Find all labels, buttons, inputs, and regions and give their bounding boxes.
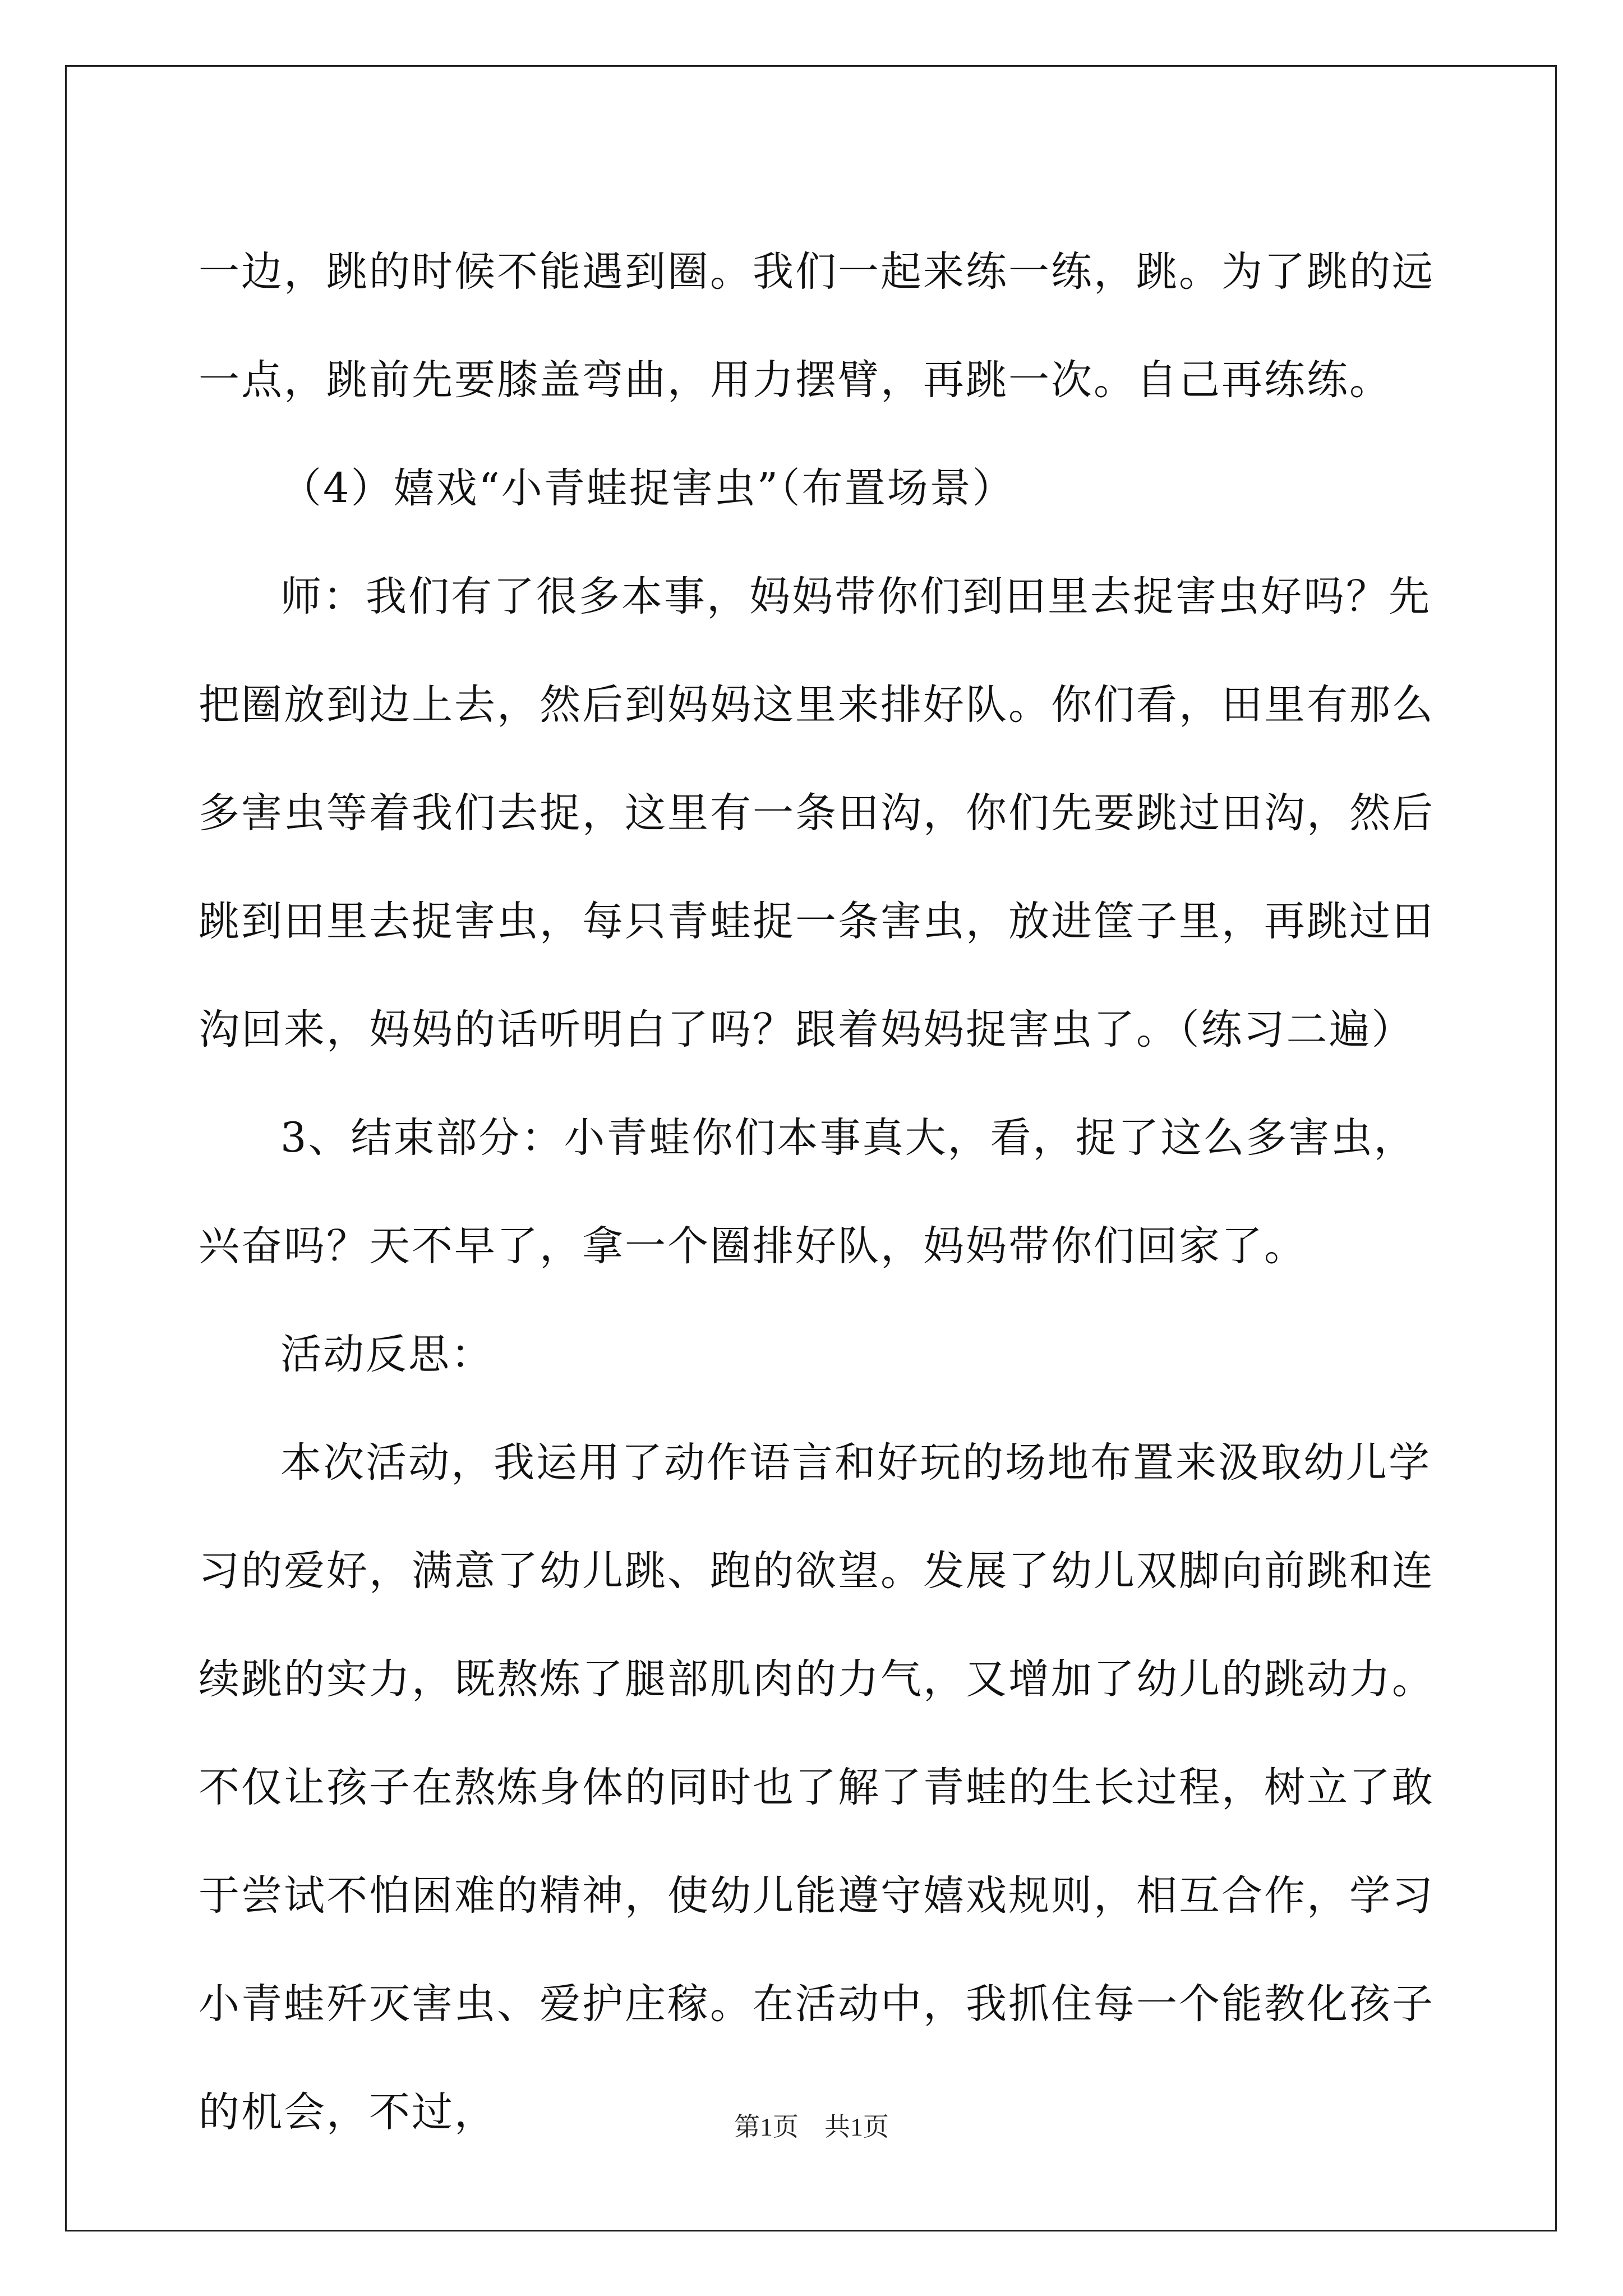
paragraph-continuation: 一边，跳的时候不能遇到圈。我们一起来练一练，跳。为了跳的远一点，跳前先要膝盖弯曲，用力摆臂，再跳一次。自己再练练。 [199,248,1435,404]
page-number-footer: 第1页 共1页 [734,2113,889,2141]
paragraph-reflection-body: 本次活动，我运用了动作语言和好玩的场地布置来汲取幼儿学习的爱好，满意了幼儿跳、跑的欲望。发展了幼儿双脚向前跳和连续跳的实力，既熬炼了腿部肌肉的力气，又增加了幼儿的跳动力。不仅让孩子在熬炼身体的同时也了解了青蛙的生长过程，树立了敢于尝试不怕困难的精神，使幼儿能遵守嬉戏规则，相互合作，学习小青蛙歼灭害虫、爱护庄稼。在活动中，我抓住每一个能教化孩子的机会，不过， [199,1439,1435,2136]
paragraph-ending-section: 3、结束部分：小青蛙你们本事真大，看，捉了这么多害虫，兴奋吗？天不早了，拿一个圈排好队，妈妈带你们回家了。 [199,1114,1417,1270]
document-body [199,218,1438,2166]
paragraph-teacher-instructions: 师：我们有了很多本事，妈妈带你们到田里去捉害虫好吗？先把圈放到边上去，然后到妈妈这里来排好队。你们看，田里有那么多害虫等着我们去捉，这里有一条田沟，你们先要跳过田沟，然后跳到田里去捉害虫，每只青蛙捉一条害虫，放进筐子里，再跳过田沟回来，妈妈的话听明白了吗？跟着妈妈捉害虫了。（练习二遍） [199,573,1435,1053]
paragraph-reflection-heading: 活动反思： [280,1331,494,1378]
paragraph-game-heading: （4）嬉戏“小青蛙捉害虫”（布置场景） [280,464,1015,512]
